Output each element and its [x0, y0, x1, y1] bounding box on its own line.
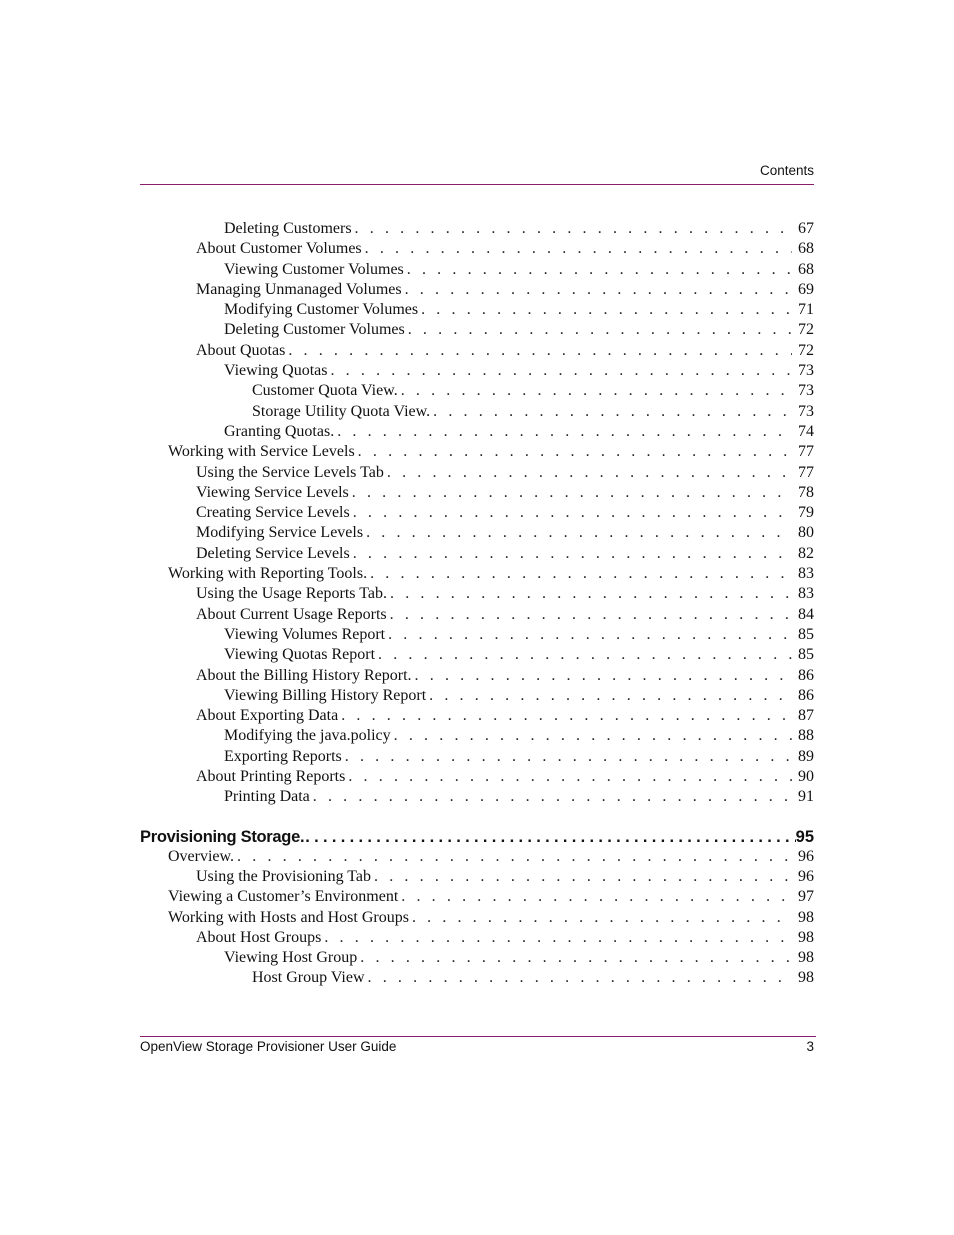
toc-entry-title: Overview. [168, 847, 235, 865]
toc-entry-page: 78 [798, 483, 814, 501]
toc-dot-leader [365, 239, 792, 259]
toc-dot-leader [353, 544, 792, 564]
toc-entry[interactable] [140, 280, 814, 300]
toc-entry-page: 72 [798, 341, 814, 359]
toc-entry-page: 68 [798, 240, 814, 258]
toc-entry-title: Managing Unmanaged Volumes [196, 280, 402, 298]
toc-entry[interactable] [140, 747, 814, 767]
toc-entry-page: 77 [798, 463, 814, 481]
toc-entry[interactable] [140, 503, 814, 523]
header-rule [140, 184, 814, 185]
toc-entry-page: 88 [798, 727, 814, 745]
toc-entry-title: Customer Quota View. [252, 382, 398, 400]
toc-entry-title: About Current Usage Reports [196, 605, 387, 623]
toc-dot-leader [370, 564, 792, 584]
toc-entry-title: Working with Reporting Tools. [168, 565, 368, 583]
toc-entry-title: Using the Provisioning Tab [196, 867, 372, 885]
toc-entry-title: About Customer Volumes [196, 240, 362, 258]
toc-entry[interactable] [140, 645, 814, 665]
toc-entry-title: Using the Usage Reports Tab. [196, 585, 387, 603]
toc-entry[interactable] [140, 239, 814, 259]
toc-entry-title: Modifying Customer Volumes [224, 301, 419, 319]
toc-entry-title: Host Group View [252, 969, 365, 987]
toc-entry-title: Viewing Volumes Report [224, 625, 386, 643]
toc-entry[interactable] [140, 402, 814, 422]
toc-section-continued [140, 219, 814, 808]
toc-entry-page: 85 [798, 646, 814, 664]
toc-entry[interactable] [140, 948, 814, 968]
table-of-contents [140, 219, 814, 989]
toc-entry-title: Viewing Customer Volumes [224, 260, 404, 278]
toc-entry[interactable] [140, 483, 814, 503]
toc-dot-leader [390, 605, 792, 625]
toc-entry-title: Modifying the java.policy [224, 727, 391, 745]
toc-entry-page: 73 [798, 382, 814, 400]
toc-dot-leader [401, 381, 792, 401]
toc-entry-title: Storage Utility Quota View. [252, 402, 431, 420]
toc-entry-page: 98 [798, 908, 814, 926]
toc-dot-leader [358, 442, 792, 462]
toc-entry-title: Exporting Reports [224, 747, 342, 765]
toc-entry-title: Viewing Service Levels [196, 483, 349, 501]
toc-entry[interactable] [140, 341, 814, 361]
toc-entry-page: 98 [798, 969, 814, 987]
toc-entry-page: 68 [798, 260, 814, 278]
toc-dot-leader [324, 928, 792, 948]
toc-entry-page: 82 [798, 544, 814, 562]
toc-entry-title: Viewing Billing History Report [224, 686, 427, 704]
toc-dot-leader [353, 503, 792, 523]
toc-entry[interactable] [140, 300, 814, 320]
toc-entry-title: About Exporting Data [196, 707, 339, 725]
toc-entry-title: About Printing Reports [196, 768, 346, 786]
toc-entry-title: Viewing Quotas [224, 362, 328, 380]
toc-dot-leader [387, 463, 792, 483]
toc-dot-leader [355, 219, 792, 239]
toc-entry[interactable] [140, 442, 814, 462]
toc-entry-title: Deleting Service Levels [196, 544, 350, 562]
toc-entry-title: Viewing Host Group [224, 949, 358, 967]
toc-entry-title: Using the Service Levels Tab [196, 463, 384, 481]
toc-dot-leader [378, 645, 792, 665]
toc-entry-page: 98 [798, 949, 814, 967]
toc-dot-leader [374, 867, 792, 887]
toc-dot-leader [390, 584, 792, 604]
toc-entry[interactable] [140, 686, 814, 706]
toc-dot-leader [408, 320, 792, 340]
toc-entry-title: Modifying Service Levels [196, 524, 364, 542]
toc-entry-page: 72 [798, 321, 814, 339]
toc-dot-leader [348, 767, 792, 787]
toc-section-provisioning [140, 847, 814, 989]
toc-entry[interactable] [140, 928, 814, 948]
toc-entry-page: 86 [798, 666, 814, 684]
toc-entry-page: 85 [798, 625, 814, 643]
toc-entry[interactable] [140, 605, 814, 625]
toc-dot-leader [405, 280, 792, 300]
toc-entry[interactable] [140, 361, 814, 381]
toc-entry[interactable] [140, 523, 814, 543]
toc-chapter-page: 95 [795, 827, 814, 846]
toc-entry-title: Deleting Customers [224, 220, 352, 237]
toc-entry[interactable] [140, 381, 814, 401]
toc-entry[interactable] [140, 564, 814, 584]
toc-entry[interactable] [140, 968, 814, 988]
toc-entry-title: Viewing Quotas Report [224, 646, 376, 664]
toc-entry[interactable] [140, 320, 814, 340]
toc-entry-page: 80 [798, 524, 814, 542]
toc-chapter-entry[interactable] [140, 827, 814, 847]
toc-entry-page: 77 [798, 443, 814, 461]
toc-entry-page: 74 [798, 422, 814, 440]
running-head: Contents [759, 163, 814, 178]
toc-dot-leader [433, 402, 792, 422]
toc-dot-leader [401, 887, 792, 907]
toc-entry[interactable] [140, 847, 814, 867]
toc-entry-page: 91 [798, 788, 814, 806]
toc-dot-leader [288, 341, 792, 361]
toc-dot-leader [366, 523, 792, 543]
toc-entry[interactable] [140, 463, 814, 483]
toc-entry[interactable] [140, 625, 814, 645]
toc-entry-page: 90 [798, 768, 814, 786]
toc-entry-title: Viewing a Customer’s Environment [168, 888, 399, 906]
toc-dot-leader [237, 847, 792, 867]
toc-entry[interactable] [140, 726, 814, 746]
toc-entry-page: 83 [798, 585, 814, 603]
toc-dot-leader [352, 483, 792, 503]
toc-entry-page: 87 [798, 707, 814, 725]
toc-entry[interactable] [140, 767, 814, 787]
toc-dot-leader [407, 260, 792, 280]
toc-dot-leader [305, 827, 795, 847]
toc-entry-page: 83 [798, 565, 814, 583]
toc-entry-page: 84 [798, 605, 814, 623]
toc-dot-leader [412, 908, 792, 928]
toc-dot-leader [341, 706, 792, 726]
toc-entry-title: About the Billing History Report. [196, 666, 412, 684]
toc-entry[interactable] [140, 908, 814, 928]
toc-entry-title: Working with Hosts and Host Groups [168, 908, 409, 926]
toc-entry-title: Creating Service Levels [196, 504, 350, 522]
toc-entry-title: Deleting Customer Volumes [224, 321, 405, 339]
toc-dot-leader [394, 726, 792, 746]
toc-entry-title: Granting Quotas. [224, 422, 335, 440]
toc-entry[interactable] [140, 706, 814, 726]
toc-dot-leader [415, 666, 792, 686]
toc-entry[interactable] [140, 666, 814, 686]
toc-dot-leader [421, 300, 792, 320]
toc-entry-page: 97 [798, 888, 814, 906]
footer-page-number: 3 [806, 1039, 814, 1054]
toc-dot-leader [429, 686, 792, 706]
toc-entry-title: Working with Service Levels [168, 443, 355, 461]
toc-entry-page: 98 [798, 928, 814, 946]
toc-dot-leader [388, 625, 792, 645]
toc-dot-leader [337, 422, 792, 442]
toc-entry-page: 67 [798, 220, 814, 237]
toc-entry-page: 73 [798, 402, 814, 420]
toc-entry-title: Printing Data [224, 788, 310, 806]
toc-entry-title: About Quotas [196, 341, 286, 359]
toc-dot-leader [345, 747, 792, 767]
toc-entry-page: 89 [798, 747, 814, 765]
toc-entry-page: 69 [798, 280, 814, 298]
toc-entry[interactable] [140, 422, 814, 442]
toc-dot-leader [368, 968, 792, 988]
toc-entry-page: 96 [798, 867, 814, 885]
toc-entry[interactable] [140, 887, 814, 907]
toc-entry-page: 79 [798, 504, 814, 522]
footer-rule [140, 1036, 816, 1037]
toc-entry[interactable] [140, 260, 814, 280]
toc-entry[interactable] [140, 787, 814, 807]
toc-entry-page: 71 [798, 301, 814, 319]
toc-entry[interactable] [140, 584, 814, 604]
footer-book-title: OpenView Storage Provisioner User Guide [140, 1039, 397, 1054]
toc-dot-leader [330, 361, 792, 381]
toc-entry-page: 73 [798, 362, 814, 380]
toc-entry[interactable] [140, 867, 814, 887]
toc-entry-page: 86 [798, 686, 814, 704]
toc-entry-title: About Host Groups [196, 928, 322, 946]
toc-chapter-title: Provisioning Storage. [140, 827, 305, 846]
toc-entry[interactable] [140, 544, 814, 564]
toc-dot-leader [360, 948, 792, 968]
toc-dot-leader [313, 787, 792, 807]
toc-entry[interactable] [140, 219, 814, 239]
toc-entry-page: 96 [798, 847, 814, 865]
